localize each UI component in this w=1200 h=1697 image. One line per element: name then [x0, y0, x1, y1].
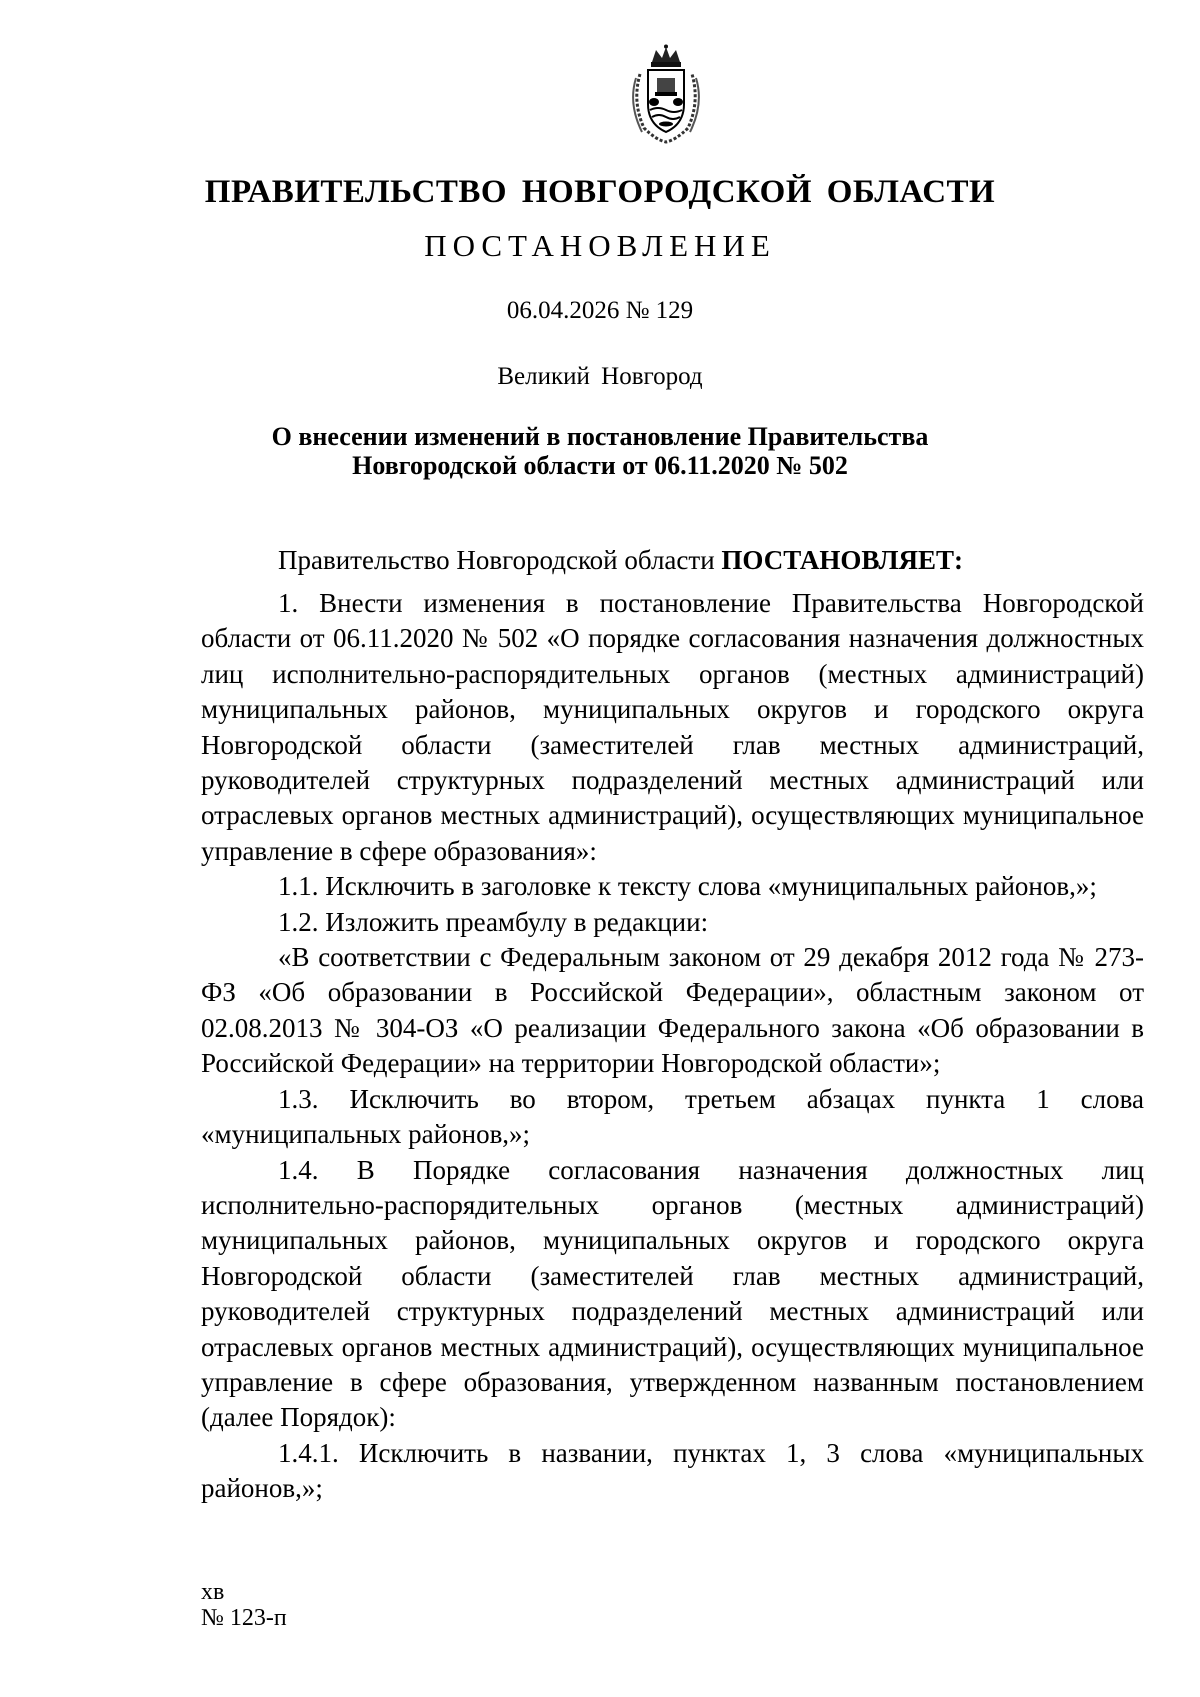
footer-number: № 123-п — [201, 1605, 287, 1631]
paragraph: 1.1. Исключить в заголовке к тексту слова «муниципальных районов,»; — [278, 871, 1097, 902]
city: Великий Новгород — [497, 363, 703, 390]
executor-initials: хв — [201, 1579, 225, 1605]
document-type: ПОСТАНОВЛЕНИЕ — [424, 228, 776, 263]
intro-verb: ПОСТАНОВЛЯЕТ: — [721, 545, 963, 575]
paragraph: «В соответствии с Федеральным законом от 29 декабря 2012 года № 273-ФЗ «Об образовании в Российской Федерации», областным законом от 02.08.2013 № 304-ОЗ «О реализации Федерального закона «Об образовании в Российской Федерации» на территории Новгородской области»; — [201, 942, 1144, 1079]
paragraph: 1.4.1. Исключить в названии, пунктах 1, 3 слова «муниципальных районов,»; — [201, 1437, 1144, 1504]
title-line: Новгородской области от 06.11.2020 № 502 — [352, 451, 848, 480]
resolution-intro — [278, 545, 963, 576]
paragraph: 1. Внести изменения в постановление Правительства Новгородской области от 06.11.2020 № 502 «О порядке согласования назначения должностных лиц исполнительно-распорядительных органов (местных администраций) муниципальных районов, муниципальных округов и городского округа Новгородской области (заместителей глав местных администраций, руководителей структурных подразделений местных администраций или отраслевых органов местных администраций), осуществляющих муниципальное управление в сфере образования»: — [201, 588, 1144, 866]
document-body — [201, 586, 1144, 1507]
paragraph: 1.4. В Порядке согласования назначения должностных лиц исполнительно-распорядительных органов (местных администраций) муниципальных районов, муниципальных округов и городского округа Новгородской области (заместителей глав местных администраций, руководителей структурных подразделений местных администраций или отраслевых органов местных администраций), осуществляющих муниципальное управление в сфере образования, утвержденном названным постановлением (далее Порядок): — [201, 1154, 1144, 1433]
coat-of-arms-icon — [626, 44, 706, 144]
title-line: О внесении изменений в постановление Правительства — [271, 422, 929, 451]
intro-text: Правительство Новгородской области — [278, 545, 715, 575]
paragraph: 1.3. Исключить во втором, третьем абзацах пункта 1 слова «муниципальных районов,»; — [201, 1083, 1144, 1150]
date-number-line — [0, 297, 1200, 325]
paragraph: 1.2. Изложить преамбулу в редакции: — [278, 906, 709, 937]
number-sign: № — [625, 297, 650, 324]
document-number: 129 — [655, 297, 694, 324]
organization-name: ПРАВИТЕЛЬСТВО НОВГОРОДСКОЙ ОБЛАСТИ — [204, 174, 996, 210]
footer-reference — [201, 1579, 287, 1631]
document-date: 06.04.2026 — [506, 297, 620, 324]
document-title — [0, 422, 1200, 480]
